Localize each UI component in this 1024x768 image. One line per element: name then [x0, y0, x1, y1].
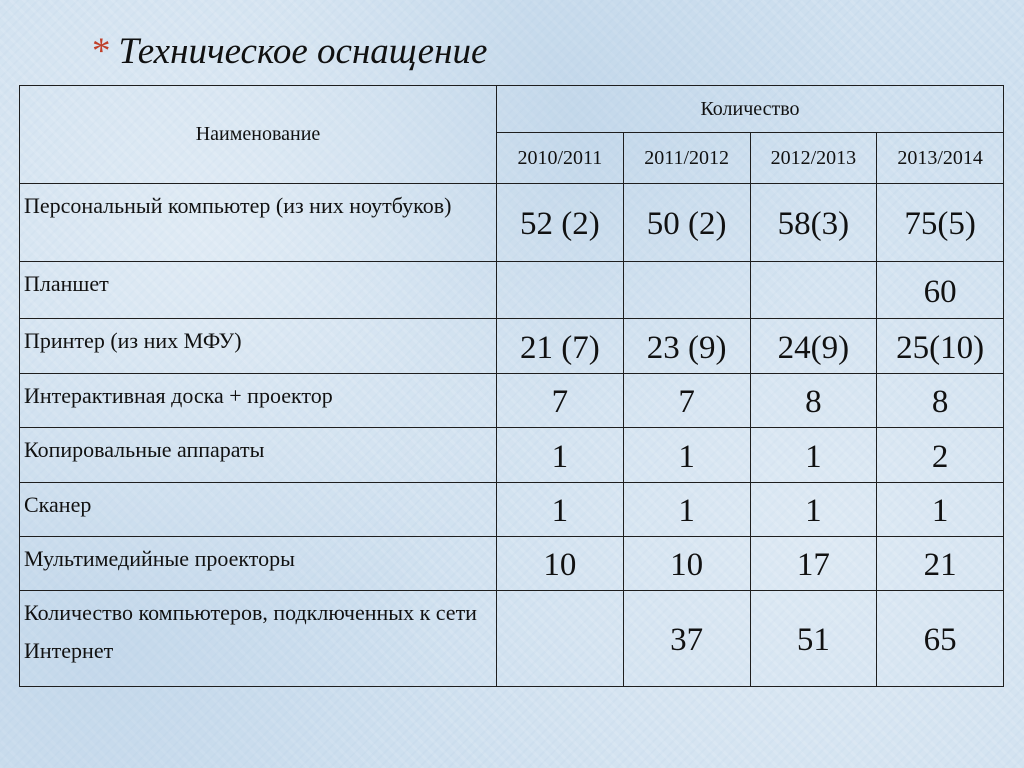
row-name: Персональный компьютер (из них ноутбуков)	[20, 184, 497, 262]
title-text: Техническое оснащение	[118, 31, 488, 72]
row-value: 1	[497, 483, 624, 537]
header-year: 2013/2014	[877, 133, 1004, 184]
row-value: 1	[877, 483, 1004, 537]
row-value: 21 (7)	[497, 319, 624, 374]
row-value	[497, 591, 624, 687]
row-value	[750, 262, 877, 319]
row-name: Количество компьютеров, подключенных к сети Интернет	[20, 591, 497, 687]
row-value: 8	[750, 374, 877, 428]
row-value: 1	[750, 428, 877, 483]
table-row	[20, 319, 1004, 374]
row-value: 7	[497, 374, 624, 428]
row-value: 50 (2)	[623, 184, 750, 262]
row-value: 52 (2)	[497, 184, 624, 262]
table-row	[20, 374, 1004, 428]
row-value: 1	[497, 428, 624, 483]
row-name: Мультимедийные проекторы	[20, 537, 497, 591]
table-row	[20, 591, 1004, 687]
row-value: 8	[877, 374, 1004, 428]
row-value: 10	[623, 537, 750, 591]
row-name: Сканер	[20, 483, 497, 537]
row-value: 1	[623, 428, 750, 483]
table-row	[20, 428, 1004, 483]
row-value: 24(9)	[750, 319, 877, 374]
row-name: Копировальные аппараты	[20, 428, 497, 483]
row-value	[497, 262, 624, 319]
row-name: Планшет	[20, 262, 497, 319]
header-quantity: Количество	[497, 86, 1004, 133]
row-value: 21	[877, 537, 1004, 591]
table-row	[20, 184, 1004, 262]
equipment-table	[19, 85, 1004, 687]
row-value: 75(5)	[877, 184, 1004, 262]
table-row	[20, 537, 1004, 591]
row-value: 51	[750, 591, 877, 687]
row-name: Интерактивная доска + проектор	[20, 374, 497, 428]
table-row	[20, 262, 1004, 319]
title-bullet: *	[92, 31, 111, 72]
header-year: 2012/2013	[750, 133, 877, 184]
row-value: 10	[497, 537, 624, 591]
row-value: 1	[623, 483, 750, 537]
row-value: 60	[877, 262, 1004, 319]
row-value: 58(3)	[750, 184, 877, 262]
row-value: 37	[623, 591, 750, 687]
table-row	[20, 483, 1004, 537]
row-name: Принтер (из них МФУ)	[20, 319, 497, 374]
row-value: 17	[750, 537, 877, 591]
slide-title	[92, 30, 487, 74]
header-year: 2010/2011	[497, 133, 624, 184]
row-value: 1	[750, 483, 877, 537]
row-value: 25(10)	[877, 319, 1004, 374]
row-value: 65	[877, 591, 1004, 687]
row-value: 2	[877, 428, 1004, 483]
header-year: 2011/2012	[623, 133, 750, 184]
row-value: 7	[623, 374, 750, 428]
header-row-1	[20, 86, 1004, 133]
row-value	[623, 262, 750, 319]
header-name: Наименование	[20, 86, 497, 184]
row-value: 23 (9)	[623, 319, 750, 374]
